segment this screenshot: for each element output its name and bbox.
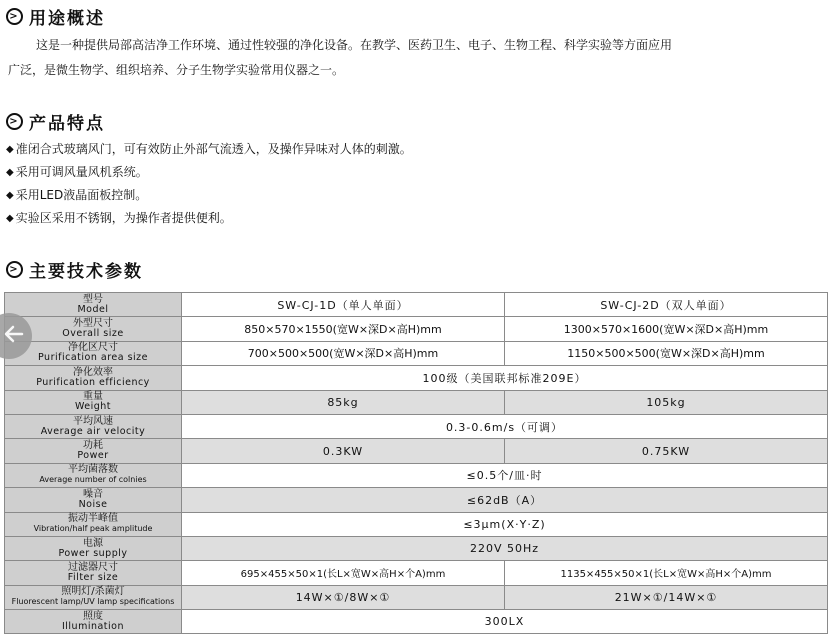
value-cell: ≤0.5个/皿·时 [182,463,828,487]
table-row [5,512,828,536]
table-row [5,561,828,585]
value-cell: 100级（美国联邦标准209E） [182,366,828,390]
value-cell: 1300×570×1600(宽W×深D×高H)mm [505,317,828,341]
row-label: 重量 Weight [5,390,182,414]
value-cell: 0.3KW [182,439,505,463]
value-cell: ≤3μm(X·Y·Z) [182,512,828,536]
table-row [5,341,828,365]
feature-item: ◆ 实验区采用不锈钢，为操作者提供便利。 [6,207,412,230]
row-label: 照明灯/杀菌灯 Fluorescent lamp/UV lamp specifications [5,585,182,609]
diamond-bullet-icon: ◆ [6,213,14,224]
row-label: 电源 Power supply [5,536,182,560]
row-label: 型号 Model [5,293,182,317]
feature-item: ◆ 准闭合式玻璃风门，可有效防止外部气流透入，及操作异味对人体的刺激。 [6,138,412,161]
table-row [5,439,828,463]
chevron-circle-icon: > [6,8,23,25]
section-title-usage [6,4,105,29]
row-label: 噪音 Noise [5,488,182,512]
usage-line-1: 这是一种提供局部高洁净工作环境、通过性较强的净化设备。在教学、医药卫生、电子、生物工程、科学实验等方面应用 [36,38,673,52]
value-cell: 300LX [182,610,828,634]
row-label: 振动半峰值 Vibration/half peak amplitude [5,512,182,536]
arrow-left-icon [2,322,26,350]
value-cell: 0.75KW [505,439,828,463]
value-cell: 700×500×500(宽W×深D×高H)mm [182,341,505,365]
table-row [5,488,828,512]
row-label: 净化效率 Purification efficiency [5,366,182,390]
table-row [5,536,828,560]
value-cell: 14W×①/8W×① [182,585,505,609]
feature-item: ◆ 采用LED液晶面板控制。 [6,184,412,207]
table-row [5,293,828,317]
value-cell: 85kg [182,390,505,414]
usage-line-2: 广泛，是微生物学、组织培养、分子生物学实验常用仪器之一。 [8,63,345,77]
model-2d-cell: SW-CJ-2D（双人单面） [505,293,828,317]
value-cell: 1150×500×500(宽W×深D×高H)mm [505,341,828,365]
section-title-features [6,109,105,134]
value-cell: 0.3-0.6m/s（可调） [182,414,828,438]
diamond-bullet-icon: ◆ [6,167,14,178]
diamond-bullet-icon: ◆ [6,190,14,201]
value-cell: 695×455×50×1(长L×宽W×高H×个A)mm [182,561,505,585]
table-row [5,585,828,609]
row-label: 平均菌落数 Average number of colnies [5,463,182,487]
table-row [5,366,828,390]
table-row [5,317,828,341]
row-label: 平均风速 Average air velocity [5,414,182,438]
usage-paragraph [8,33,798,83]
table-row [5,463,828,487]
value-cell: 220V 50Hz [182,536,828,560]
row-label: 净化区尺寸 Purification area size [5,341,182,365]
row-label: 功耗 Power [5,439,182,463]
value-cell: 1135×455×50×1(长L×宽W×高H×个A)mm [505,561,828,585]
table-row [5,610,828,634]
spec-table [4,292,828,634]
table-row [5,414,828,438]
value-cell: 105kg [505,390,828,414]
model-1d-cell: SW-CJ-1D（单人单面） [182,293,505,317]
section-title-specs [6,257,143,282]
value-cell: 850×570×1550(宽W×深D×高H)mm [182,317,505,341]
feature-item: ◆ 采用可调风量风机系统。 [6,161,412,184]
section-title-features-text: 产品特点 [29,114,105,134]
feature-list [6,138,412,230]
value-cell: 21W×①/14W×① [505,585,828,609]
value-cell: ≤62dB（A） [182,488,828,512]
row-label: 外型尺寸 Overall size [5,317,182,341]
chevron-circle-icon: > [6,113,23,130]
diamond-bullet-icon: ◆ [6,144,14,155]
section-title-specs-text: 主要技术参数 [29,262,143,282]
section-title-usage-text: 用途概述 [29,9,105,29]
table-row [5,390,828,414]
chevron-circle-icon: > [6,261,23,278]
row-label: 过滤器尺寸 Filter size [5,561,182,585]
row-label: 照度 Illumination [5,610,182,634]
